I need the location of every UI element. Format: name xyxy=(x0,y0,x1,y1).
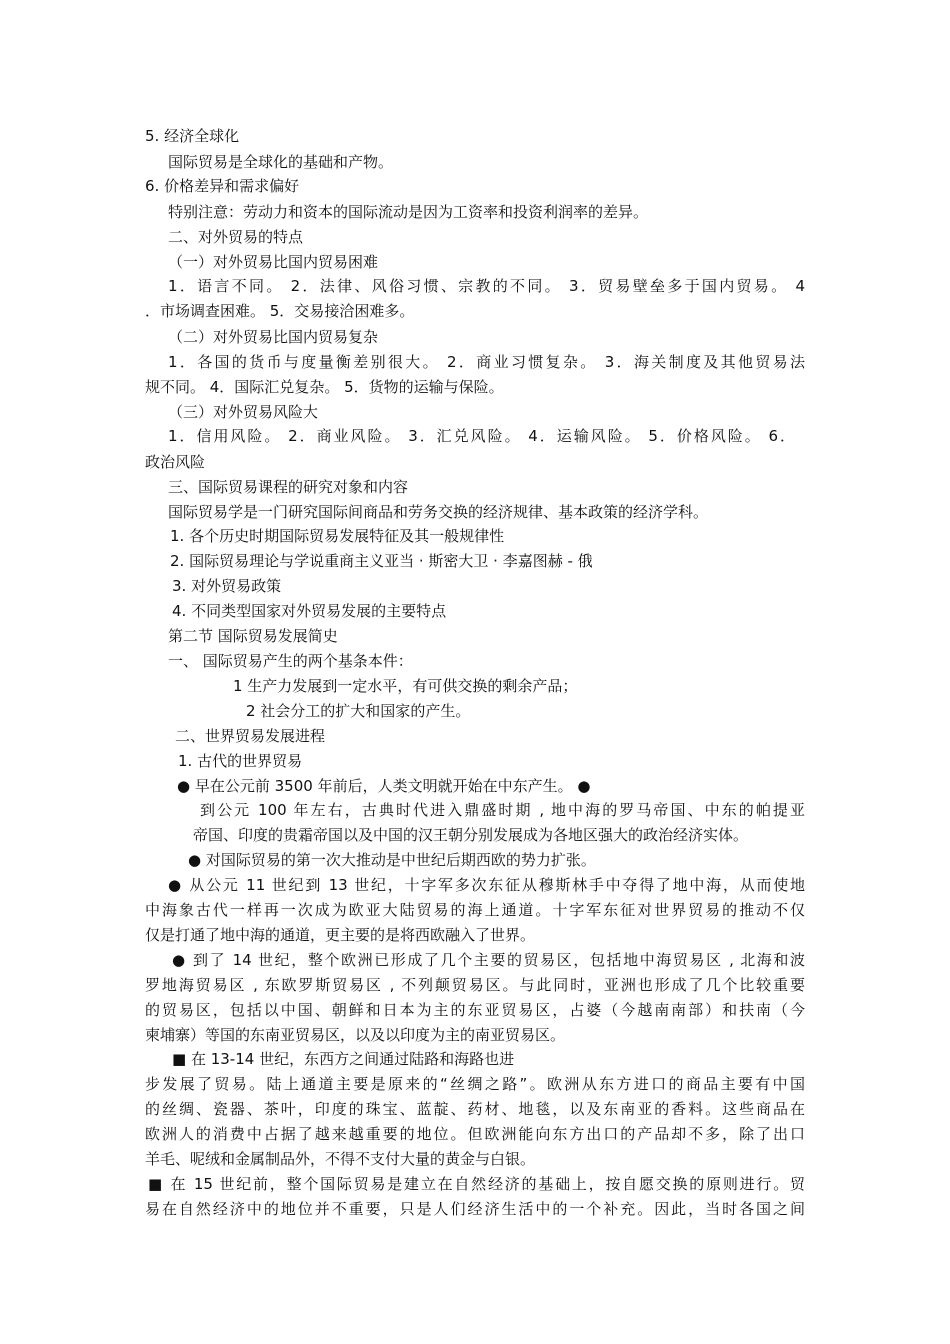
bullet-line: ● 对国际贸易的第一次大推动是中世纪后期西欧的势力扩张。 xyxy=(188,851,596,869)
list-item: 1 生产力发展到一定水平，有可供交换的剩余产品； xyxy=(233,677,578,695)
paragraph-line: 柬埔寨）等国的东南亚贸易区，以及以印度为主的南亚贸易区。 xyxy=(145,1026,566,1044)
paragraph-line: 特别注意：劳动力和资本的国际流动是因为工资率和投资利润率的差异。 xyxy=(168,203,649,221)
list-item: 3. 对外贸易政策 xyxy=(172,577,282,595)
list-item: 1. 各个历史时期国际贸易发展特征及其一般规律性 xyxy=(170,527,505,545)
square-bullet-line: ■ 在 15 世纪前，整个国际贸易是建立在自然经济的基础上，按自愿交换的原则进行。贸 xyxy=(148,1175,805,1193)
bullet-line: ● 从公元 11 世纪到 13 世纪，十字军多次东征从穆斯林手中夺得了地中海，从而使地 xyxy=(168,876,805,894)
paragraph-line: 帝国、印度的贵霜帝国以及中国的汉王朝分别发展成为各地区强大的政治经济实体。 xyxy=(193,826,749,844)
bullet-line: ● 早在公元前 3500 年前后，人类文明就开始在中东产生。 ● xyxy=(177,777,591,795)
section-heading: 第二节 国际贸易发展简史 xyxy=(168,627,338,645)
subsection-heading: （三）对外贸易风险大 xyxy=(168,403,319,421)
paragraph-line: 国际贸易学是一门研究国际间商品和劳务交换的经济规律、基本政策的经济学科。 xyxy=(168,503,709,521)
paragraph-line: 步发展了贸易。陆上通道主要是原来的“丝绸之路”。欧洲从东方进口的商品主要有中国 xyxy=(145,1075,805,1093)
paragraph-line: 的贸易区，包括以中国、朝鲜和日本为主的东亚贸易区，占婆（今越南南部）和扶南（今 xyxy=(145,1001,805,1019)
paragraph-line: 羊毛、呢绒和金属制品外，不得不支付大量的黄金与白银。 xyxy=(145,1150,536,1168)
paragraph-line: ．市场调查困难。 5．交易接洽困难多。 xyxy=(145,302,415,320)
list-item: 2. 国际贸易理论与学说重商主义亚当 · 斯密大卫 · 李嘉图赫 - 俄 xyxy=(170,552,593,570)
list-item: 4. 不同类型国家对外贸易发展的主要特点 xyxy=(172,602,447,620)
paragraph-line: 欧洲人的消费中占据了越来越重要的地位。但欧洲能向东方出口的产品却不多，除了出口 xyxy=(145,1125,805,1143)
heading-5: 5. 经济全球化 xyxy=(145,127,240,145)
paragraph-line: 一、 国际贸易产生的两个基条本件： xyxy=(168,652,413,670)
subsection-heading: （一）对外贸易比国内贸易困难 xyxy=(168,253,379,271)
square-bullet-line: ■ 在 13-14 世纪，东西方之间通过陆路和海路也进 xyxy=(172,1050,515,1068)
section-heading: 二、对外贸易的特点 xyxy=(168,228,304,246)
paragraph-line: 1．各国的货币与度量衡差别很大。 2．商业习惯复杂。 3．海关制度及其他贸易法 xyxy=(168,353,805,371)
section-heading: 二、世界贸易发展进程 xyxy=(175,727,326,745)
paragraph-line: 罗地海贸易区 , 东欧罗斯贸易区 , 不列颠贸易区。与此同时，亚洲也形成了几个比较重要 xyxy=(145,976,805,994)
paragraph-line: 1．语言不同。 2．法律、风俗习惯、宗教的不同。 3．贸易壁垒多于国内贸易。 4 xyxy=(168,277,805,295)
paragraph-line: 规不同。 4．国际汇兑复杂。 5．货物的运输与保险。 xyxy=(145,378,504,396)
list-item: 1. 古代的世界贸易 xyxy=(178,752,303,770)
paragraph-line: 政治风险 xyxy=(145,453,206,471)
paragraph-line: 的丝绸、瓷器、茶叶，印度的珠宝、蓝靛、药材、地毯，以及东南亚的香料。这些商品在 xyxy=(145,1100,805,1118)
paragraph-line: 易在自然经济中的地位并不重要，只是人们经济生活中的一个补充。因此，当时各国之间 xyxy=(145,1200,805,1218)
paragraph-line: 仅是打通了地中海的通道，更主要的是将西欧融入了世界。 xyxy=(145,926,536,944)
subsection-heading: （二）对外贸易比国内贸易复杂 xyxy=(168,328,379,346)
paragraph-line: 国际贸易是全球化的基础和产物。 xyxy=(168,153,394,171)
list-item: 2 社会分工的扩大和国家的产生。 xyxy=(246,702,471,720)
paragraph-line: 到公元 100 年左右，古典时代进入鼎盛时期 , 地中海的罗马帝国、中东的帕提亚 xyxy=(200,801,805,819)
section-heading: 三、国际贸易课程的研究对象和内容 xyxy=(168,478,409,496)
paragraph-line: 中海象古代一样再一次成为欧亚大陆贸易的海上通道。十字军东征对世界贸易的推动不仅 xyxy=(145,901,805,919)
paragraph-line: 1．信用风险。 2．商业风险。 3．汇兑风险。 4．运输风险。 5．价格风险。 6． xyxy=(168,427,795,445)
bullet-line: ● 到了 14 世纪，整个欧洲已形成了几个主要的贸易区，包括地中海贸易区 , 北海和波 xyxy=(172,951,805,969)
heading-6: 6. 价格差异和需求偏好 xyxy=(145,177,300,195)
